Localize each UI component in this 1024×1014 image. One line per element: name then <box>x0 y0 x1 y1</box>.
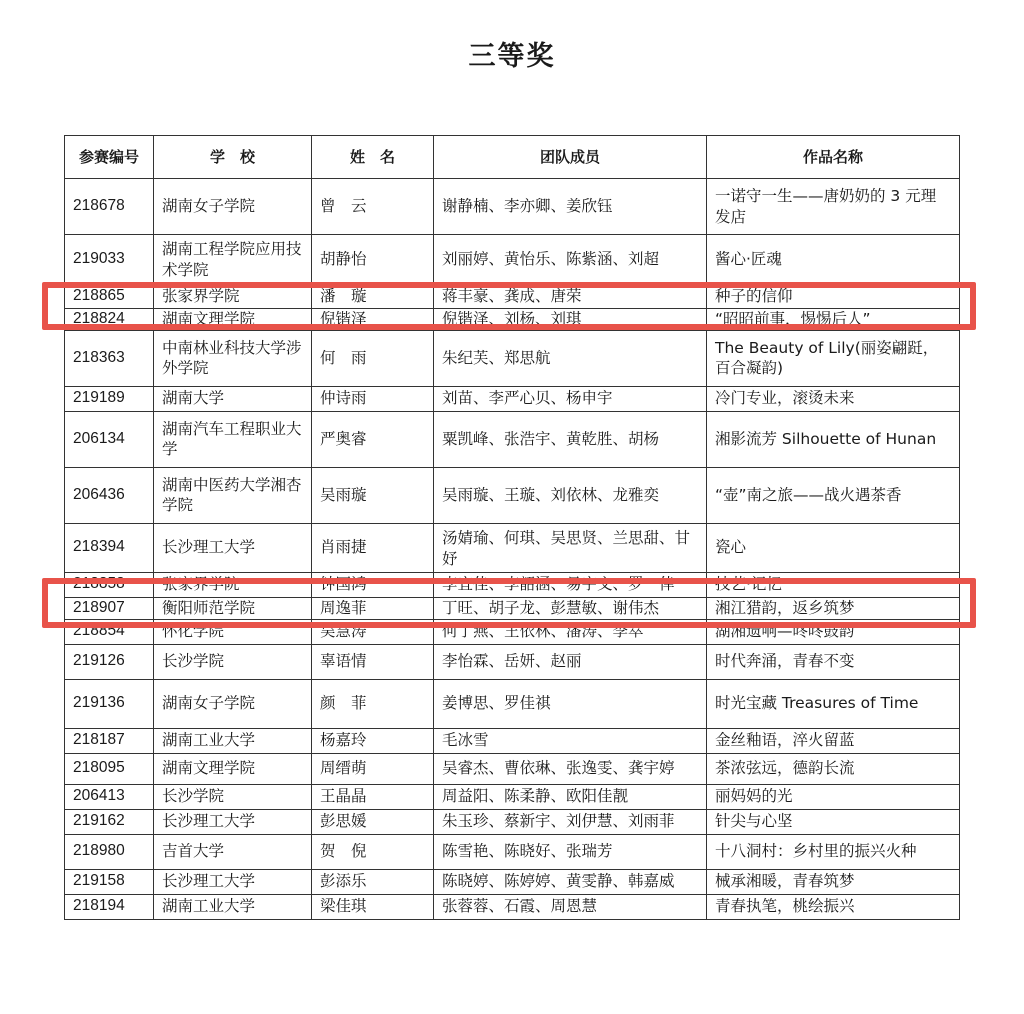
cell-work: 瓷心 <box>707 523 960 572</box>
cell-work-text: “昭昭前事，惕惕后人” <box>715 310 871 328</box>
cell-id: 218095 <box>65 753 154 784</box>
header-team: 团队成员 <box>434 136 707 179</box>
cell-work: 一诺守一生——唐奶奶的 3 元理发店 <box>707 179 960 235</box>
cell-name: 颜 菲 <box>312 679 434 728</box>
cell-name: 何 雨 <box>312 330 434 386</box>
cell-id: 219158 <box>65 869 154 894</box>
table-row <box>65 834 960 869</box>
cell-school: 湖南女子学院 <box>154 179 312 235</box>
cell-id: 218980 <box>65 834 154 869</box>
cell-team: 吴雨璇、王璇、刘依林、龙雅奕 <box>434 467 707 523</box>
table-row <box>65 411 960 467</box>
cell-team: 周益阳、陈柔静、欧阳佳靓 <box>434 784 707 809</box>
cell-name: 辜语情 <box>312 644 434 679</box>
cell-work: 金丝釉语，淬火留蓝 <box>707 728 960 753</box>
cell-school: 湖南工业大学 <box>154 728 312 753</box>
cell-team: 姜博思、罗佳祺 <box>434 679 707 728</box>
header-name: 姓 名 <box>312 136 434 179</box>
header-work: 作品名称 <box>707 136 960 179</box>
cell-school: 湖南汽车工程职业大学 <box>154 411 312 467</box>
header-id: 参赛编号 <box>65 136 154 179</box>
cell-id: 218363 <box>65 330 154 386</box>
cell-id: 219136 <box>65 679 154 728</box>
cell-team: 蒋丰豪、龚成、唐荣 <box>434 284 707 309</box>
cell-id: 218858 <box>65 572 154 597</box>
cell-work: 械承湘暖，青春筑梦 <box>707 869 960 894</box>
cell-team: 陈雪艳、陈晓好、张瑞芳 <box>434 834 707 869</box>
cell-team <box>434 309 707 331</box>
cell-work: 十八洞村：乡村里的振兴火种 <box>707 834 960 869</box>
cell-team <box>434 597 707 619</box>
cell-school-text: 湖南文理学院 <box>162 310 256 328</box>
cell-team-text: 丁旺、胡子龙、彭慧敏、谢伟杰 <box>442 598 660 617</box>
cell-name-text: 倪锴泽 <box>320 310 367 328</box>
table-row <box>65 728 960 753</box>
table-row <box>65 309 960 331</box>
cell-name: 严奥睿 <box>312 411 434 467</box>
cell-team: 陈晓婷、陈婷婷、黄雯静、韩嘉威 <box>434 869 707 894</box>
cell-name: 彭思媛 <box>312 809 434 834</box>
cell-name: 贺 倪 <box>312 834 434 869</box>
cell-work <box>707 309 960 331</box>
cell-work: 技艺·记忆 <box>707 572 960 597</box>
table-row <box>65 869 960 894</box>
table-row <box>65 330 960 386</box>
cell-id: 218394 <box>65 523 154 572</box>
cell-team: 刘苗、李严心贝、杨申宇 <box>434 386 707 411</box>
cell-team: 朱纪芙、郑思航 <box>434 330 707 386</box>
table-row <box>65 644 960 679</box>
cell-id: 218678 <box>65 179 154 235</box>
table-header-row <box>65 136 960 179</box>
cell-work-text: 湘江猎韵，返乡筑梦 <box>715 598 855 617</box>
cell-school: 吉首大学 <box>154 834 312 869</box>
cell-school: 中南林业科技大学涉外学院 <box>154 330 312 386</box>
cell-name: 杨嘉玲 <box>312 728 434 753</box>
cell-name: 王晶晶 <box>312 784 434 809</box>
table-row <box>65 235 960 284</box>
cell-school: 湖南工业大学 <box>154 894 312 919</box>
cell-name: 吴雨璇 <box>312 467 434 523</box>
cell-id: 206413 <box>65 784 154 809</box>
cell-id: 206436 <box>65 467 154 523</box>
cell-school: 长沙理工大学 <box>154 523 312 572</box>
cell-work <box>707 597 960 619</box>
cell-school: 怀化学院 <box>154 619 312 644</box>
cell-name: 彭添乐 <box>312 869 434 894</box>
cell-name: 吴慧涛 <box>312 619 434 644</box>
cell-school: 湖南中医药大学湘杏学院 <box>154 467 312 523</box>
header-school: 学 校 <box>154 136 312 179</box>
cell-id <box>65 309 154 331</box>
cell-id: 206134 <box>65 411 154 467</box>
cell-id: 218187 <box>65 728 154 753</box>
cell-id: 219162 <box>65 809 154 834</box>
cell-id-text: 218907 <box>73 598 125 616</box>
cell-school <box>154 597 312 619</box>
cell-team: 张蓉蓉、石霞、周恩慧 <box>434 894 707 919</box>
cell-work: 时光宝藏 Treasures of Time <box>707 679 960 728</box>
cell-work: 冷门专业，滚烫未来 <box>707 386 960 411</box>
cell-name: 仲诗雨 <box>312 386 434 411</box>
cell-school-text: 湖南工程学院应用技术学院 <box>162 240 302 279</box>
cell-school <box>154 235 312 284</box>
cell-name: 钟国鸿 <box>312 572 434 597</box>
cell-work: 茶浓弦远，德韵长流 <box>707 753 960 784</box>
cell-team: 何丁燕、王依林、潘涛、李萃 <box>434 619 707 644</box>
cell-name: 肖雨捷 <box>312 523 434 572</box>
cell-team: 粟凯峰、张浩宇、黄乾胜、胡杨 <box>434 411 707 467</box>
cell-id: 218194 <box>65 894 154 919</box>
cell-school: 张家界学院 <box>154 284 312 309</box>
cell-school: 张家界学院 <box>154 572 312 597</box>
table-row <box>65 523 960 572</box>
cell-school-text: 衡阳师范学院 <box>162 598 256 617</box>
cell-name <box>312 309 434 331</box>
table-row <box>65 619 960 644</box>
cell-id: 219033 <box>65 235 154 284</box>
cell-name: 梁佳琪 <box>312 894 434 919</box>
table-row <box>65 784 960 809</box>
cell-school <box>154 309 312 331</box>
table-row <box>65 467 960 523</box>
table-row <box>65 894 960 919</box>
cell-work: “壶”南之旅——战火遇茶香 <box>707 467 960 523</box>
table-row <box>65 386 960 411</box>
cell-school: 湖南大学 <box>154 386 312 411</box>
cell-name: 胡静怡 <box>312 235 434 284</box>
table-row-highlighted <box>65 572 960 597</box>
cell-team-text: 汤婧瑜、何琪、吴思贤、兰思甜、甘妤 <box>442 528 691 568</box>
cell-id-text: 218824 <box>73 310 125 327</box>
table-row <box>65 179 960 235</box>
cell-id <box>65 597 154 619</box>
cell-school: 长沙学院 <box>154 644 312 679</box>
cell-team: 谢静楠、李亦卿、姜欣钰 <box>434 179 707 235</box>
cell-work: 青春执笔，桃绘振兴 <box>707 894 960 919</box>
cell-school: 湖南女子学院 <box>154 679 312 728</box>
cell-work: 针尖与心坚 <box>707 809 960 834</box>
cell-id: 219189 <box>65 386 154 411</box>
cell-school: 长沙理工大学 <box>154 809 312 834</box>
cell-work: 酱心·匠魂 <box>707 235 960 284</box>
cell-name: 周缙萌 <box>312 753 434 784</box>
cell-team: 刘丽婷、黄怡乐、陈紫涵、刘超 <box>434 235 707 284</box>
cell-school: 长沙学院 <box>154 784 312 809</box>
table-row <box>65 679 960 728</box>
cell-school: 湖南文理学院 <box>154 753 312 784</box>
cell-team: 朱玉珍、蔡新宇、刘伊慧、刘雨菲 <box>434 809 707 834</box>
cell-name <box>312 597 434 619</box>
cell-work: 丽妈妈的光 <box>707 784 960 809</box>
cell-team: 李宜佳、李韶涵、易宇文、罗一倖 <box>434 572 707 597</box>
cell-team-text: 倪锴泽、刘杨、刘琪 <box>442 310 582 328</box>
cell-name: 潘 璇 <box>312 284 434 309</box>
cell-work: 湖湘遗响—咚咚鼓韵 <box>707 619 960 644</box>
cell-team: 李怡霖、岳妍、赵丽 <box>434 644 707 679</box>
cell-name-text: 周逸菲 <box>320 598 367 617</box>
cell-team: 吴睿杰、曹依琳、张逸雯、龚宇婷 <box>434 753 707 784</box>
cell-team: 毛冰雪 <box>434 728 707 753</box>
cell-school: 长沙理工大学 <box>154 869 312 894</box>
table-row <box>65 753 960 784</box>
table-row-highlighted <box>65 284 960 309</box>
table-row <box>65 809 960 834</box>
award-table <box>64 135 960 920</box>
cell-work: 时代奔涌，青春不变 <box>707 644 960 679</box>
cell-id: 219126 <box>65 644 154 679</box>
page-title: 三等奖 <box>468 41 556 72</box>
cell-work: 湘影流芳 Silhouette of Hunan <box>707 411 960 467</box>
cell-id: 218865 <box>65 284 154 309</box>
cell-work: The Beauty of Lily(丽姿翩跹，百合凝韵) <box>707 330 960 386</box>
cell-work: 种子的信仰 <box>707 284 960 309</box>
cell-id: 218854 <box>65 619 154 644</box>
cell-name: 曾 云 <box>312 179 434 235</box>
cell-team <box>434 523 707 572</box>
table-row <box>65 597 960 619</box>
